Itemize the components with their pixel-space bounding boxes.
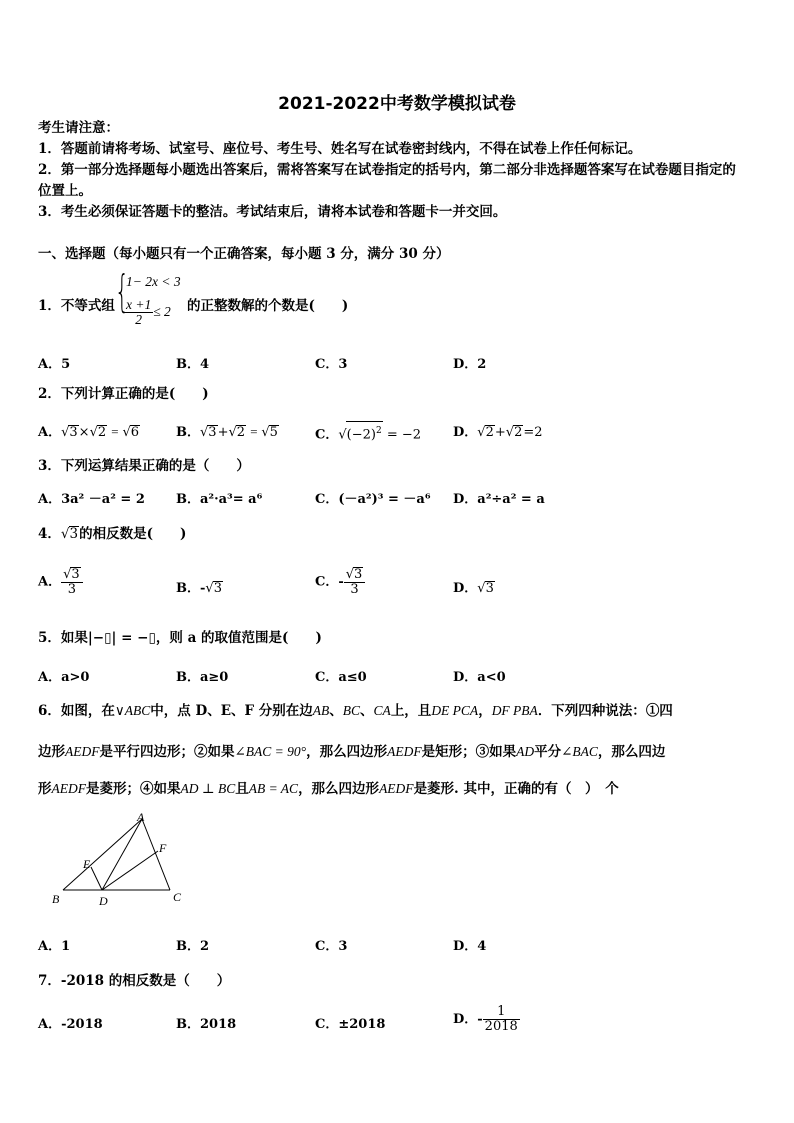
- q7-option-d[interactable]: D．- $\frac{1}{2018}$: [453, 1004, 518, 1034]
- q6-option-a[interactable]: A．1: [38, 939, 71, 954]
- notice-line: 2．第一部分选择题每小题选出答案后，需将答案写在试卷指定的括号内，第二部分非选择题答案写在试卷题目指定的: [38, 162, 736, 178]
- point-label-d: D: [99, 894, 108, 908]
- triangle-figure: [45, 810, 195, 910]
- q3-stem: 3．下列运算结果正确的是（ ）: [38, 458, 250, 474]
- q5-option-d[interactable]: D．a<0: [453, 670, 506, 685]
- q3-option-c[interactable]: C．(－a²)³ = －a⁶: [315, 492, 431, 507]
- notice-line: 1．答题前请将考场、试室号、座位号、考生号、姓名写在试卷密封线内，不得在试卷上作任何标记。: [38, 141, 642, 157]
- notice-heading: 考生请注意：: [38, 120, 119, 136]
- q6-option-b[interactable]: B．2: [176, 939, 210, 954]
- segment-ad: [102, 819, 142, 890]
- q1-inequality-2: $\frac{x +1}{2}$ ≤ 2: [126, 297, 171, 327]
- q2-option-b[interactable]: B．√3+√2 = √5: [176, 424, 278, 440]
- segment-df: [102, 851, 158, 890]
- q1-fraction: $\frac{x +1}{2}$: [126, 297, 152, 327]
- page-title: 2021-2022中考数学模拟试卷: [278, 94, 516, 114]
- q2-option-a[interactable]: A．√3×√2 = √6: [38, 424, 140, 440]
- q6-stem-line-1: 6．如图，在∨ABC中，点 D、E、F 分别在边AB、BC、CA上，且DE PCA，DF PBA．下列四种说法：①四: [38, 703, 673, 719]
- q1-option-d[interactable]: D．2: [453, 357, 487, 372]
- q5-option-a[interactable]: A．a>0: [38, 670, 90, 685]
- notice-line: 位置上。: [38, 183, 92, 199]
- q5-option-b[interactable]: B．a≥0: [176, 670, 229, 685]
- q1-suffix: 的正整数解的个数是( ): [187, 298, 349, 314]
- brace-icon: {: [115, 266, 129, 317]
- q7-option-b[interactable]: B．2018: [176, 1017, 237, 1032]
- q6-option-c[interactable]: C．3: [315, 939, 348, 954]
- segment-de: [91, 867, 102, 890]
- section-heading: 一、选择题（每小题只有一个正确答案，每小题 3 分，满分 30 分）: [38, 246, 450, 262]
- q6-stem-line-3: 形AEDF是菱形；④如果AD ⊥ BC且AB = AC，那么四边形AEDF是菱形. 其中，正确的有（ ） 个: [38, 781, 619, 797]
- q4-option-c[interactable]: C．- $\frac{√3}{3}$: [315, 567, 365, 597]
- q4-option-d[interactable]: D．√3: [453, 581, 494, 596]
- q1-inequality-1: 1− 2x < 3: [126, 274, 181, 289]
- q1-option-c[interactable]: C．3: [315, 357, 348, 372]
- point-label-b: B: [52, 892, 60, 906]
- q7-option-a[interactable]: A．-2018: [38, 1017, 103, 1032]
- q3-option-d[interactable]: D．a²÷a² = a: [453, 492, 545, 507]
- q4-option-a[interactable]: A． $\frac{√3}{3}$: [38, 567, 83, 597]
- q2-option-c[interactable]: C．$√(-2)^2 = -2$: [315, 421, 421, 442]
- q4-option-b[interactable]: B．-√3: [176, 581, 222, 596]
- q2-stem: 2．下列计算正确的是( ): [38, 386, 209, 402]
- q6-stem-line-2: 边形AEDF是平行四边形；②如果∠BAC = 90°，那么四边形AEDF是矩形；③如果AD平分∠BAC，那么四边: [38, 744, 666, 760]
- notice-line: 3．考生必须保证答题卡的整洁。考试结束后，请将本试卷和答题卡一并交回。: [38, 204, 507, 220]
- q4-stem: 4．√3的相反数是( ): [38, 526, 187, 542]
- q3-option-a[interactable]: A．3a² －a² = 2: [38, 492, 145, 507]
- q7-option-c[interactable]: C．±2018: [315, 1017, 386, 1032]
- q1-prefix: 1．不等式组: [38, 298, 115, 314]
- q5-stem: 5．如果|−▯| = −▯，则 a 的取值范围是( ): [38, 630, 322, 646]
- point-label-e: E: [83, 857, 91, 871]
- q1-option-a[interactable]: A．5: [38, 357, 71, 372]
- q5-option-c[interactable]: C．a≤0: [315, 670, 367, 685]
- q3-option-b[interactable]: B．a²·a³= a⁶: [176, 492, 263, 507]
- q2-option-d[interactable]: D．√2+√2=2: [453, 425, 543, 440]
- point-label-f: F: [159, 841, 167, 855]
- q7-stem: 7．-2018 的相反数是（ ）: [38, 973, 231, 989]
- q6-option-d[interactable]: D．4: [453, 939, 487, 954]
- side-ab: [63, 819, 142, 890]
- q1-option-b[interactable]: B．4: [176, 357, 210, 372]
- point-label-a: A: [137, 810, 145, 824]
- point-label-c: C: [173, 890, 182, 904]
